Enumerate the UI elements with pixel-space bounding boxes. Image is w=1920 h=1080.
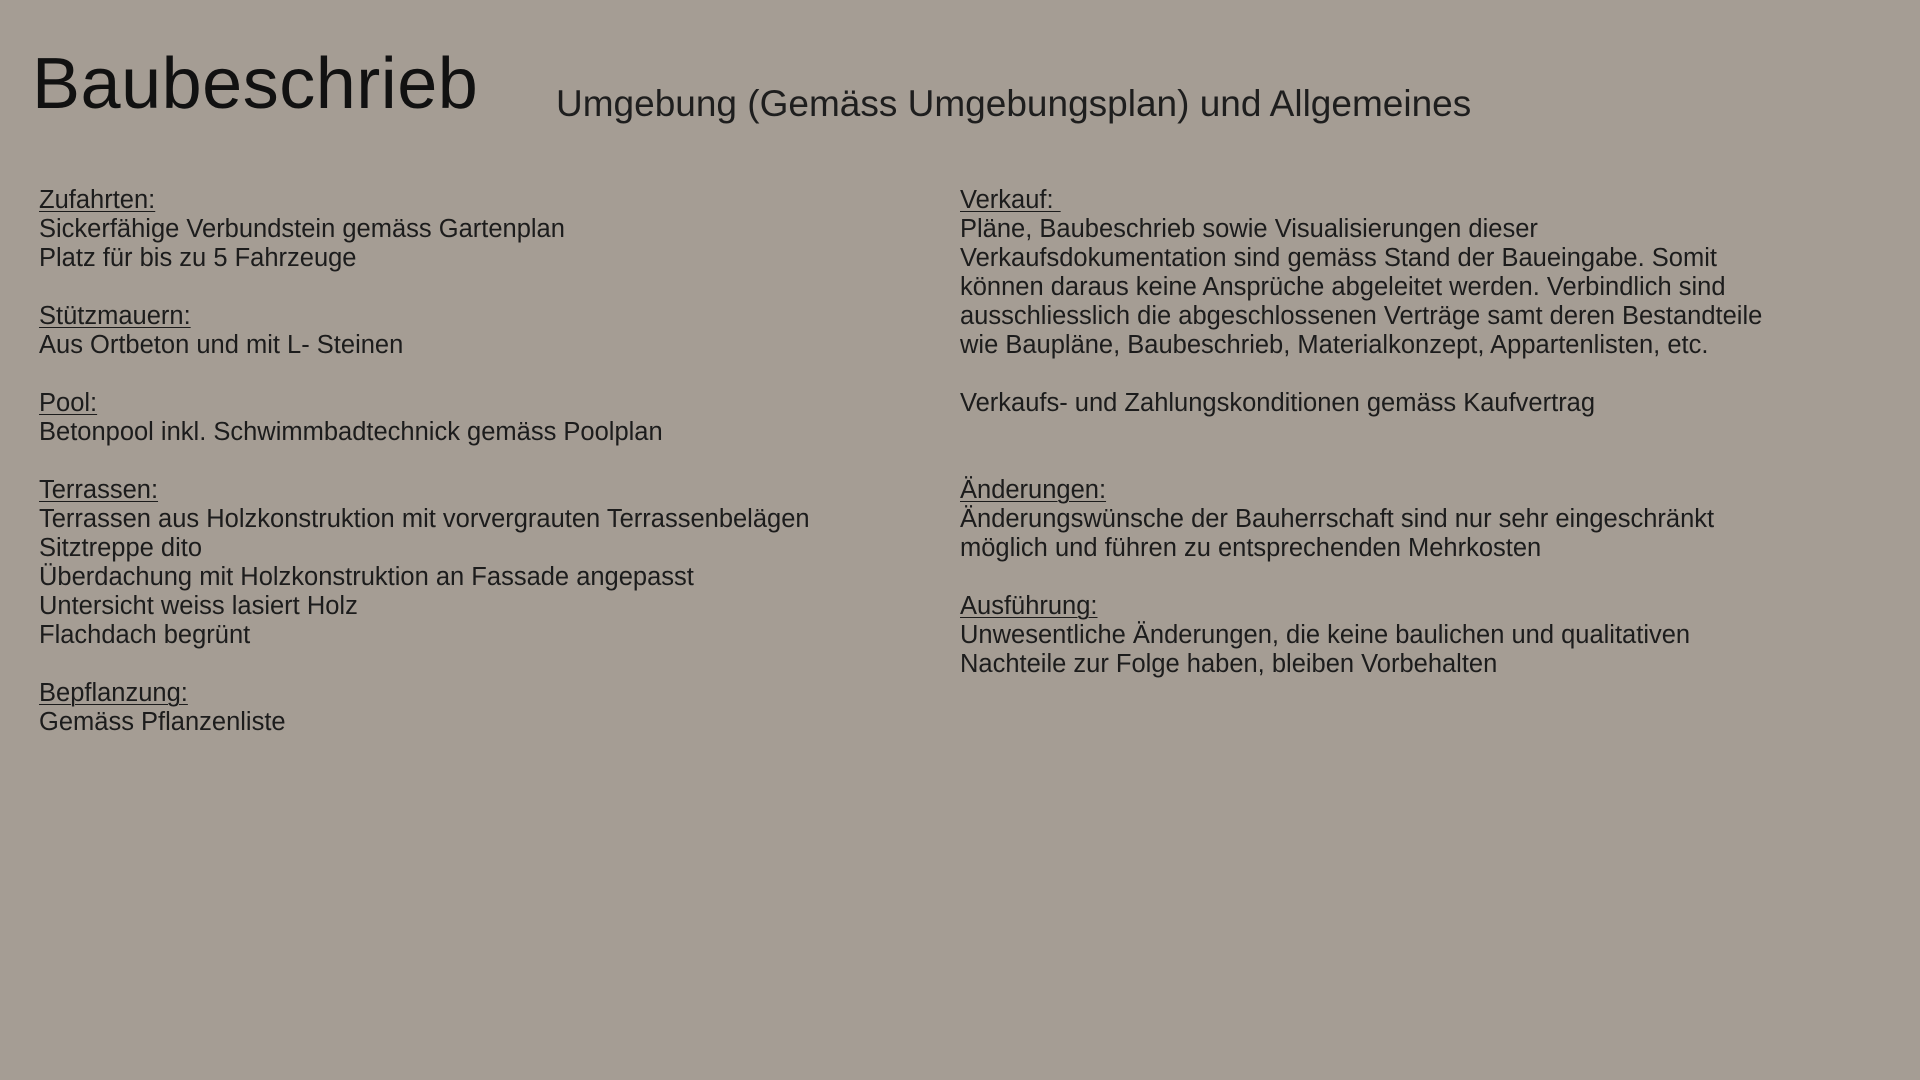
page-title: Baubeschrieb <box>32 44 479 124</box>
section-line: Verkaufs- und Zahlungskonditionen gemäss Kaufvertrag <box>960 389 1596 417</box>
section-heading: Ausführung: <box>960 592 1098 620</box>
section-aenderungen <box>960 476 1840 563</box>
page-subtitle: Umgebung (Gemäss Umgebungsplan) und Allgemeines <box>556 83 1472 124</box>
section-line: Terrassen aus Holzkonstruktion mit vorvergrauten Terrassenbelägen <box>39 505 810 533</box>
section-line: Sickerfähige Verbundstein gemäss Gartenplan <box>39 215 565 243</box>
section-heading: Terrassen: <box>39 476 159 504</box>
section-line: Gemäss Pflanzenliste <box>39 708 286 736</box>
section-stuetzmauern <box>39 302 919 360</box>
section-line: Überdachung mit Holzkonstruktion an Fassade angepasst <box>39 563 694 591</box>
section-line: Betonpool inkl. Schwimmbadtechnick gemäss Poolplan <box>39 418 663 446</box>
section-line: Untersicht weiss lasiert Holz <box>39 592 358 620</box>
section-bepflanzung <box>39 679 919 737</box>
left-column <box>39 186 919 766</box>
section-heading: Änderungen: <box>960 476 1107 504</box>
section-line: Sitztreppe dito <box>39 534 203 562</box>
section-heading: Stützmauern: <box>39 302 191 330</box>
section-line: Verkaufsdokumentation sind gemäss Stand der Baueingabe. Somit <box>960 244 1717 272</box>
section-terrassen <box>39 476 919 650</box>
section-heading: Verkauf: <box>960 186 1061 214</box>
section-konditionen <box>960 389 1840 418</box>
section-line: Unwesentliche Änderungen, die keine baulichen und qualitativen <box>960 621 1691 649</box>
section-line: Aus Ortbeton und mit L- Steinen <box>39 331 404 359</box>
section-line: Pläne, Baubeschrieb sowie Visualisierungen dieser <box>960 215 1538 243</box>
section-heading: Pool: <box>39 389 98 417</box>
section-line: können daraus keine Ansprüche abgeleitet werden. Verbindlich sind <box>960 273 1726 301</box>
section-ausfuehrung <box>960 592 1840 679</box>
section-line: wie Baupläne, Baubeschrieb, Materialkonzept, Appartenlisten, etc. <box>960 331 1709 359</box>
section-heading: Zufahrten: <box>39 186 156 214</box>
section-line: Nachteile zur Folge haben, bleiben Vorbehalten <box>960 650 1498 678</box>
section-zufahrten <box>39 186 919 273</box>
section-pool <box>39 389 919 447</box>
section-line: Platz für bis zu 5 Fahrzeuge <box>39 244 357 272</box>
section-line: Flachdach begrünt <box>39 621 251 649</box>
section-verkauf <box>960 186 1840 360</box>
section-heading: Bepflanzung: <box>39 679 188 707</box>
right-column <box>960 186 1840 708</box>
section-line: möglich und führen zu entsprechenden Mehrkosten <box>960 534 1542 562</box>
section-line: ausschliesslich die abgeschlossenen Verträge samt deren Bestandteile <box>960 302 1763 330</box>
section-line: Änderungswünsche der Bauherrschaft sind nur sehr eingeschränkt <box>960 505 1715 533</box>
